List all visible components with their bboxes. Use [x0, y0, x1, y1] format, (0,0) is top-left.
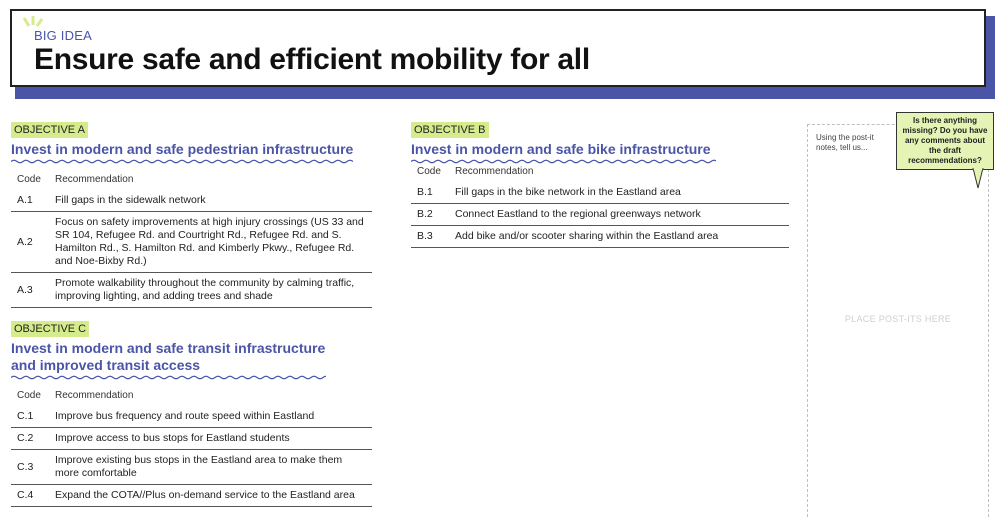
table-row [11, 273, 372, 308]
row-code: A.2 [11, 212, 49, 273]
recommendation-column-header: Recommendation [55, 390, 134, 401]
table-row [411, 226, 789, 248]
recommendation-column-header: Recommendation [455, 166, 534, 177]
row-code: B.2 [411, 204, 449, 226]
callout-tail [972, 168, 984, 190]
objective-c-heading [11, 340, 374, 374]
postit-intro: Using the post-it notes, tell us... [816, 133, 874, 152]
code-column-header: Code [417, 166, 441, 177]
objective-a-heading: Invest in modern and safe pedestrian infrastructure [11, 141, 354, 157]
objective-c-label: OBJECTIVE C [11, 321, 89, 337]
table-row [411, 182, 789, 204]
table-row [411, 204, 789, 226]
row-text: Fill gaps in the bike network in the Eastland area [449, 182, 789, 204]
row-text: Fill gaps in the sidewalk network [49, 190, 372, 212]
table-row [11, 450, 372, 485]
wavy-underline [11, 375, 326, 380]
row-text: Connect Eastland to the regional greenways network [449, 204, 789, 226]
recommendation-column-header: Recommendation [55, 174, 134, 185]
table-row [11, 212, 372, 273]
page-title: Ensure safe and efficient mobility for all [34, 43, 590, 76]
objective-a-table [11, 172, 372, 308]
objective-b-table [411, 164, 789, 248]
objective-a-label: OBJECTIVE A [11, 122, 88, 138]
question-callout: Is there anything missing? Do you have any comments about the draft recommendations? [896, 112, 994, 170]
objective-b [411, 120, 791, 248]
table-row [11, 190, 372, 212]
row-code: A.1 [11, 190, 49, 212]
row-text: Promote walkability throughout the community by calming traffic, improving lighting, and adding trees and shade [49, 273, 372, 308]
row-text: Improve access to bus stops for Eastland students [49, 428, 372, 450]
row-code: C.3 [11, 450, 49, 485]
row-text: Add bike and/or scooter sharing within the Eastland area [449, 226, 789, 248]
row-code: B.1 [411, 182, 449, 204]
row-code: B.3 [411, 226, 449, 248]
code-column-header: Code [17, 174, 41, 185]
objective-b-heading: Invest in modern and safe bike infrastructure [411, 141, 711, 157]
objective-c-heading-line1: Invest in modern and safe transit infrastructure [11, 340, 326, 356]
row-code: C.4 [11, 485, 49, 507]
objective-a [11, 120, 374, 308]
row-text: Improve bus frequency and route speed within Eastland [49, 406, 372, 428]
row-code: C.2 [11, 428, 49, 450]
objective-c [11, 319, 374, 507]
row-text: Expand the COTA//Plus on-demand service to the Eastland area [49, 485, 372, 507]
row-text: Improve existing bus stops in the Eastland area to make them more comfortable [49, 450, 372, 485]
objective-b-label: OBJECTIVE B [411, 122, 489, 138]
table-row [11, 406, 372, 428]
wavy-underline [11, 159, 356, 164]
big-idea-kicker: BIG IDEA [34, 28, 92, 43]
postit-area[interactable] [807, 124, 989, 517]
place-postits-hint: PLACE POST-ITS HERE [844, 314, 952, 324]
objective-c-table [11, 388, 372, 507]
table-row [11, 428, 372, 450]
code-column-header: Code [17, 390, 41, 401]
table-row [11, 485, 372, 507]
row-code: C.1 [11, 406, 49, 428]
header-banner [10, 9, 986, 87]
objective-c-heading-line2: and improved transit access [11, 357, 201, 373]
row-code: A.3 [11, 273, 49, 308]
row-text: Focus on safety improvements at high injury crossings (US 33 and SR 104, Refugee Rd. and Courtright Rd., Refugee Rd. and S. Hamilton Rd., S. Hamilton Rd. and Kimberly Pkwy., Refugee Rd. and Noe-Bixby Rd.) [49, 212, 372, 273]
